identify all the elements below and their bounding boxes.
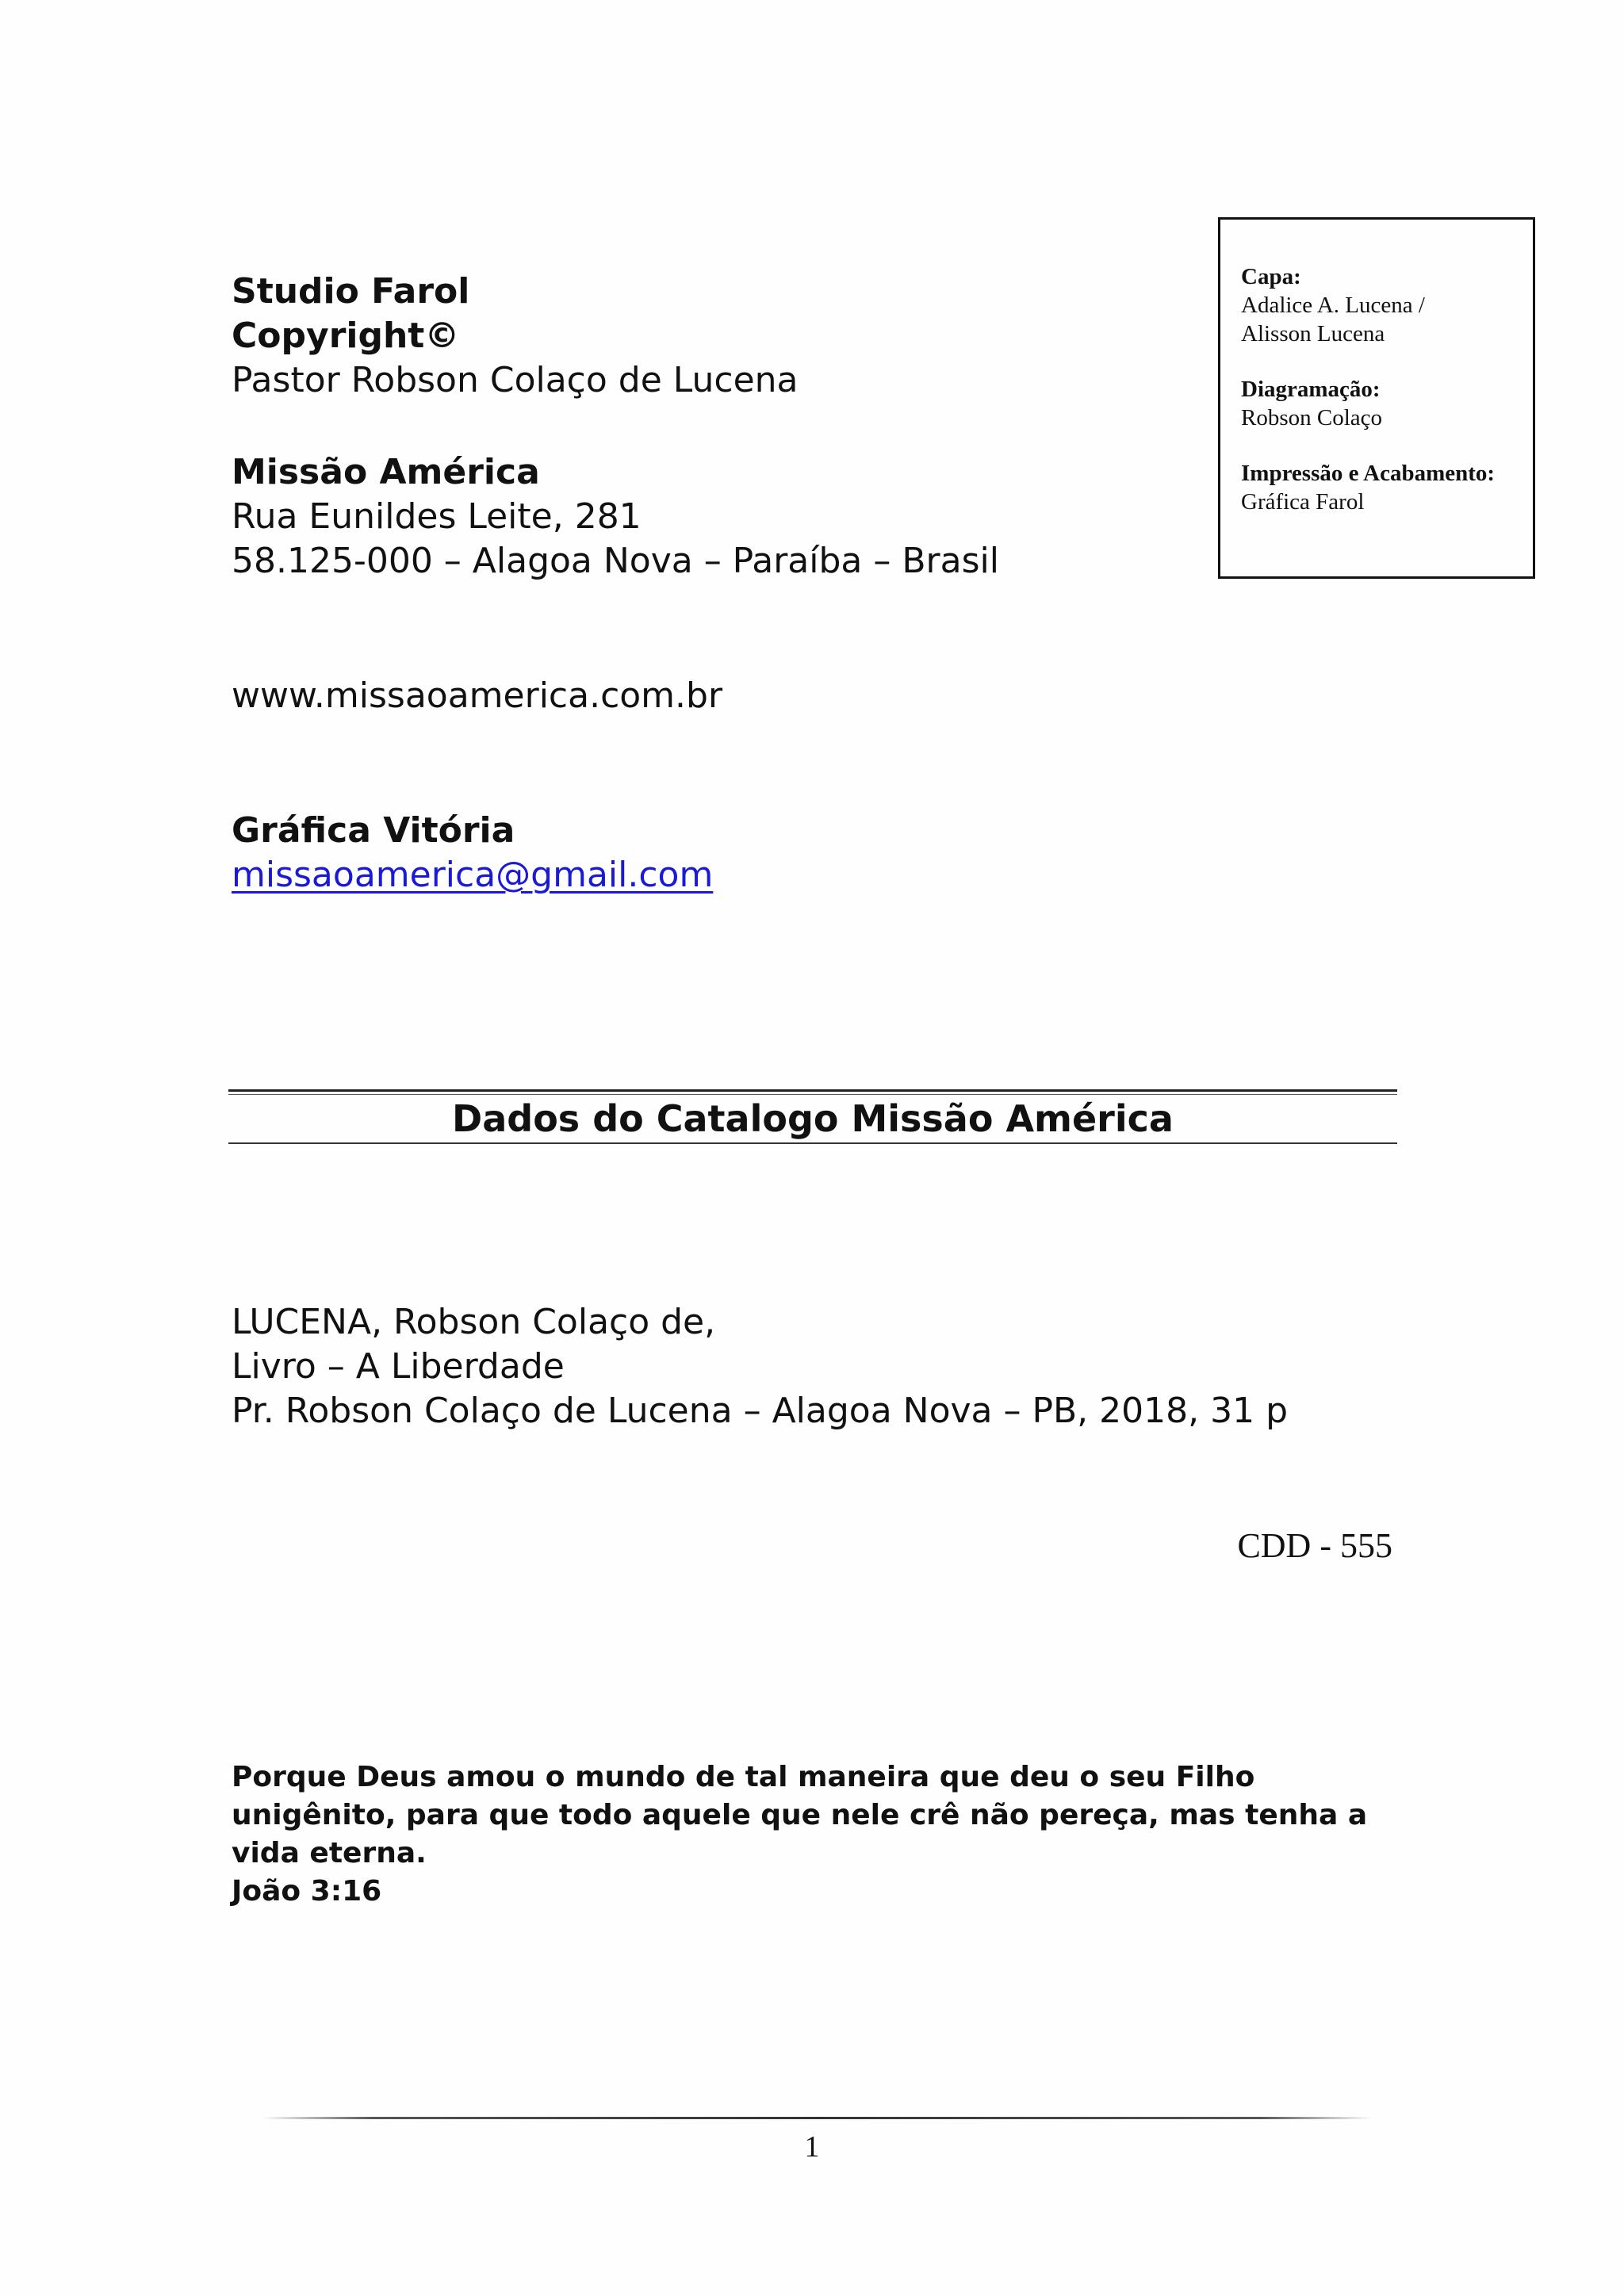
layout-label: Diagramação: <box>1241 377 1381 402</box>
printer-name: Gráfica Vitória <box>232 810 515 851</box>
printer-block <box>232 809 713 897</box>
footer-rule <box>262 2117 1372 2119</box>
website-url[interactable]: www.missaoamerica.com.br <box>232 675 723 716</box>
catalog-title-line: Livro – A Liberdade <box>232 1346 565 1387</box>
verse-reference: João 3:16 <box>232 1875 382 1908</box>
catalog-entry <box>232 1300 1288 1433</box>
print-value: Gráfica Farol <box>1241 489 1365 515</box>
layout-value: Robson Colaço <box>1241 405 1383 430</box>
page-number: 1 <box>804 2130 820 2164</box>
bible-verse <box>232 1758 1397 1911</box>
cover-value-line2: Alisson Lucena <box>1241 321 1385 346</box>
catalog-publication-line: Pr. Robson Colaço de Lucena – Alagoa Nova – PB, 2018, 31 p <box>232 1391 1289 1431</box>
catalog-bottom-rule <box>228 1142 1397 1144</box>
cover-credit <box>1241 262 1533 348</box>
city-line: 58.125-000 – Alagoa Nova – Paraíba – Brasil <box>232 541 999 581</box>
website-block <box>232 674 722 718</box>
address-block <box>232 450 999 584</box>
cover-label: Capa: <box>1241 264 1301 289</box>
publisher-block <box>232 270 799 403</box>
verse-text: Porque Deus amou o mundo de tal maneira que deu o seu Filho unigênito, para que todo aquele que nele crê não pereça, mas tenha a vida eterna. <box>232 1761 1368 1869</box>
layout-credit <box>1241 375 1533 432</box>
cdd-code: CDD - 555 <box>1237 1526 1392 1565</box>
cover-value-line1: Adalice A. Lucena / <box>1241 293 1425 318</box>
studio-name: Studio Farol <box>232 271 470 312</box>
email-link[interactable]: missaoamerica@gmail.com <box>232 855 714 895</box>
credits-box <box>1218 217 1535 579</box>
catalog-author-line: LUCENA, Robson Colaço de, <box>232 1302 716 1342</box>
organization-name: Missão América <box>232 452 540 492</box>
author-name: Pastor Robson Colaço de Lucena <box>232 360 799 400</box>
catalog-top-rule <box>228 1089 1397 1095</box>
print-label: Impressão e Acabamento: <box>1241 461 1496 486</box>
catalog-title: Dados do Catalogo Missão América <box>452 1097 1174 1140</box>
copyright-label: Copyright© <box>232 316 460 356</box>
print-credit <box>1241 459 1533 516</box>
street-address: Rua Eunildes Leite, 281 <box>232 496 642 537</box>
